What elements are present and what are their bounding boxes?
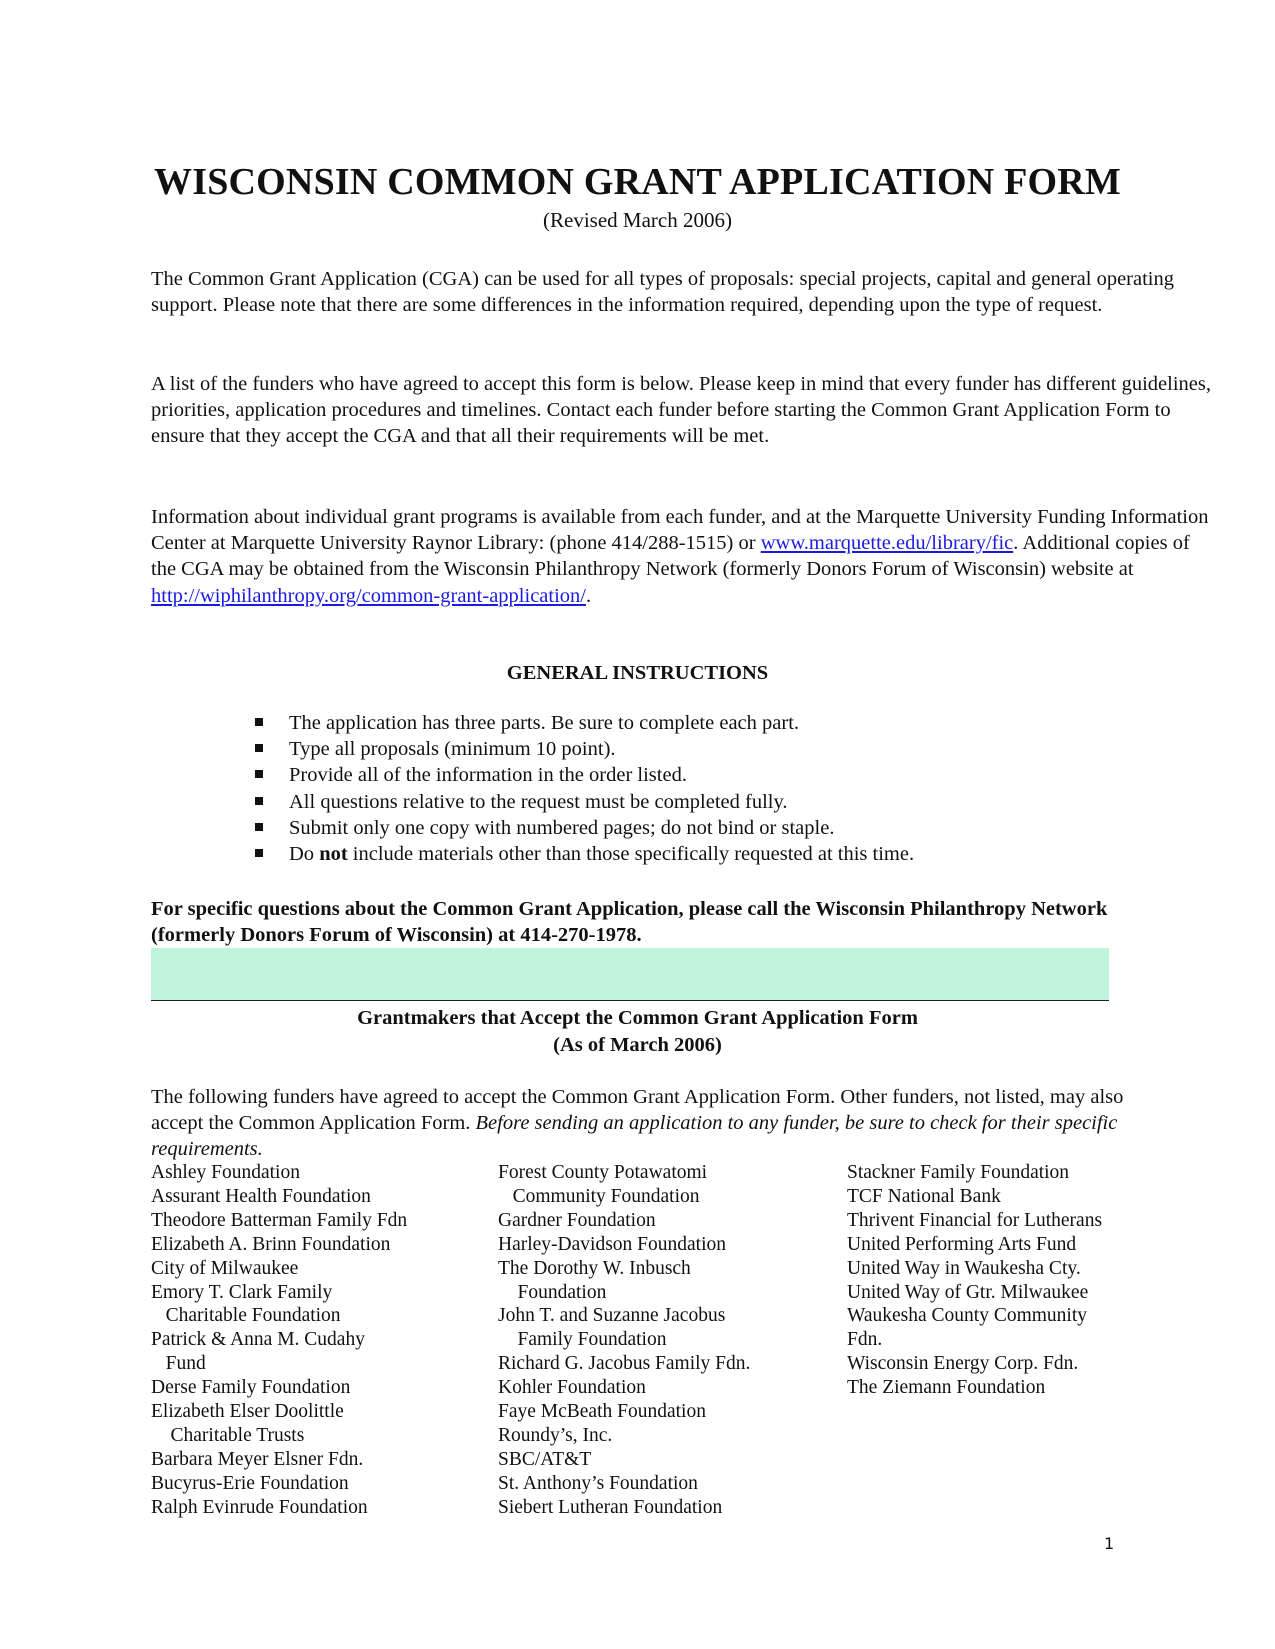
list-item: Foundation bbox=[498, 1281, 607, 1303]
list-item: Theodore Batterman Family Fdn bbox=[151, 1209, 408, 1231]
list-item: Waukesha County Community bbox=[847, 1305, 1087, 1327]
list-item: Wisconsin Energy Corp. Fdn. bbox=[847, 1353, 1079, 1375]
square-bullet-icon bbox=[255, 770, 263, 778]
list-item: Kohler Foundation bbox=[498, 1377, 646, 1399]
intro-p3-text-a: Information about individual grant programs is available from each funder, and at the Marquette University Funding Information Center at Marquette University Raynor Library: (phone 414/288-1515) or bbox=[151, 506, 1209, 555]
square-bullet-icon bbox=[255, 718, 263, 726]
highlight-band bbox=[151, 948, 1109, 1001]
funders-column-3 bbox=[847, 1161, 1102, 1400]
intro-paragraph-2: A list of the funders who have agreed to accept this form is below. Please keep in mind that every funder has different guidelines, priorities, application procedures and timelines. Contact each funder before starting the Common Grant Application Form to ensure that they accept the CGA and that all their requirements will be met. bbox=[151, 373, 1211, 448]
list-item: The Ziemann Foundation bbox=[847, 1377, 1046, 1399]
funders-column-2 bbox=[498, 1161, 750, 1520]
list-item bbox=[255, 789, 914, 815]
list-item: Thrivent Financial for Lutherans bbox=[847, 1209, 1103, 1231]
list-item: United Performing Arts Fund bbox=[847, 1233, 1077, 1255]
funders-column-1 bbox=[151, 1161, 407, 1520]
list-item: Emory T. Clark Family bbox=[151, 1281, 333, 1303]
list-item-text: All questions relative to the request must be completed fully. bbox=[289, 790, 788, 813]
list-item bbox=[255, 762, 914, 788]
list-item: Assurant Health Foundation bbox=[151, 1185, 371, 1207]
list-item: Ralph Evinrude Foundation bbox=[151, 1496, 368, 1518]
grantmakers-subheading: (As of March 2006) bbox=[553, 1034, 722, 1056]
intro-p3-text-b: . Additional copies of the CGA may be obtained from the Wisconsin Philanthropy Network (formerly Donors Forum of Wisconsin) website at bbox=[151, 532, 1190, 581]
grantmakers-intro-text: The following funders have agreed to accept the Common Grant Application Form. Other funders, not listed, may also accept the Common Application Form. bbox=[151, 1086, 1124, 1135]
instructions-heading: GENERAL INSTRUCTIONS bbox=[506, 662, 769, 684]
list-item-text: Submit only one copy with numbered pages; do not bind or staple. bbox=[289, 816, 835, 839]
list-item: Harley-Davidson Foundation bbox=[498, 1233, 727, 1255]
list-item: Elizabeth A. Brinn Foundation bbox=[151, 1233, 391, 1255]
list-item: Barbara Meyer Elsner Fdn. bbox=[151, 1448, 364, 1470]
list-item-text: The application has three parts. Be sure to complete each part. bbox=[289, 712, 800, 734]
list-item-text: Do bbox=[289, 843, 320, 866]
list-item-text: include materials other than those specifically requested at this time. bbox=[347, 843, 915, 866]
square-bullet-icon bbox=[255, 744, 263, 752]
intro-paragraph-1: The Common Grant Application (CGA) can be used for all types of proposals: special projects, capital and general operating support. Please note that there are some differences in the information required, depending upon the type of request. bbox=[151, 268, 1174, 317]
list-item bbox=[255, 815, 914, 841]
intro-p3-text-c: . bbox=[585, 584, 592, 607]
list-item-text: Provide all of the information in the order listed. bbox=[289, 764, 687, 787]
instructions-list bbox=[255, 710, 914, 867]
list-item: Richard G. Jacobus Family Fdn. bbox=[498, 1353, 751, 1375]
list-item: Charitable Trusts bbox=[151, 1424, 305, 1446]
square-bullet-icon bbox=[255, 849, 263, 857]
list-item: Gardner Foundation bbox=[498, 1209, 656, 1231]
list-item: Elizabeth Elser Doolittle bbox=[151, 1401, 344, 1423]
list-item: Community Foundation bbox=[498, 1185, 700, 1207]
list-item: Ashley Foundation bbox=[151, 1162, 300, 1183]
list-item: Stackner Family Foundation bbox=[847, 1162, 1070, 1183]
list-item bbox=[255, 736, 914, 762]
page-number: 1 bbox=[1104, 1534, 1115, 1553]
marquette-link[interactable]: www.marquette.edu/library/fic bbox=[760, 532, 1014, 555]
list-item: Bucyrus-Erie Foundation bbox=[151, 1472, 349, 1494]
list-item: The Dorothy W. Inbusch bbox=[498, 1257, 691, 1279]
contact-note: For specific questions about the Common Grant Application, please call the Wisconsin Philanthropy Network (formerly Donors Forum of Wisconsin) at 414-270-1978. bbox=[151, 898, 1108, 947]
list-item: Siebert Lutheran Foundation bbox=[498, 1496, 723, 1518]
list-item: SBC/AT&T bbox=[498, 1448, 592, 1470]
list-item: Roundy’s, Inc. bbox=[498, 1424, 613, 1446]
list-item-text: Type all proposals (minimum 10 point). bbox=[289, 738, 616, 761]
wiphilanthropy-link[interactable]: http://wiphilanthropy.org/common-grant-application/ bbox=[151, 584, 586, 607]
list-item bbox=[255, 710, 914, 736]
list-item: John T. and Suzanne Jacobus bbox=[498, 1305, 726, 1327]
list-item: United Way of Gtr. Milwaukee bbox=[847, 1281, 1089, 1303]
list-item: City of Milwaukee bbox=[151, 1257, 299, 1279]
list-item: Charitable Foundation bbox=[151, 1305, 341, 1327]
grantmakers-heading: Grantmakers that Accept the Common Grant Application Form bbox=[357, 1007, 918, 1029]
emphasis-not: not bbox=[319, 843, 348, 866]
list-item: Forest County Potawatomi bbox=[498, 1162, 708, 1183]
list-item: Fund bbox=[151, 1353, 206, 1375]
list-item: TCF National Bank bbox=[847, 1185, 1001, 1207]
list-item bbox=[255, 841, 914, 867]
square-bullet-icon bbox=[255, 797, 263, 805]
list-item: United Way in Waukesha Cty. bbox=[847, 1257, 1081, 1279]
page-subtitle: (Revised March 2006) bbox=[543, 208, 732, 232]
list-item: Derse Family Foundation bbox=[151, 1377, 351, 1399]
list-item: Fdn. bbox=[847, 1329, 883, 1351]
list-item: Patrick & Anna M. Cudahy bbox=[151, 1329, 365, 1351]
list-item: Faye McBeath Foundation bbox=[498, 1401, 706, 1423]
grantmakers-intro-italic: Before sending an application to any funder, be sure to check for their specific requirements. bbox=[151, 1112, 1118, 1161]
grantmakers-intro bbox=[151, 1084, 1141, 1163]
square-bullet-icon bbox=[255, 823, 263, 831]
list-item: Family Foundation bbox=[498, 1329, 667, 1351]
intro-paragraph-3 bbox=[151, 504, 1211, 609]
page-title: WISCONSIN COMMON GRANT APPLICATION FORM bbox=[154, 161, 1121, 203]
list-item: St. Anthony’s Foundation bbox=[498, 1472, 698, 1494]
